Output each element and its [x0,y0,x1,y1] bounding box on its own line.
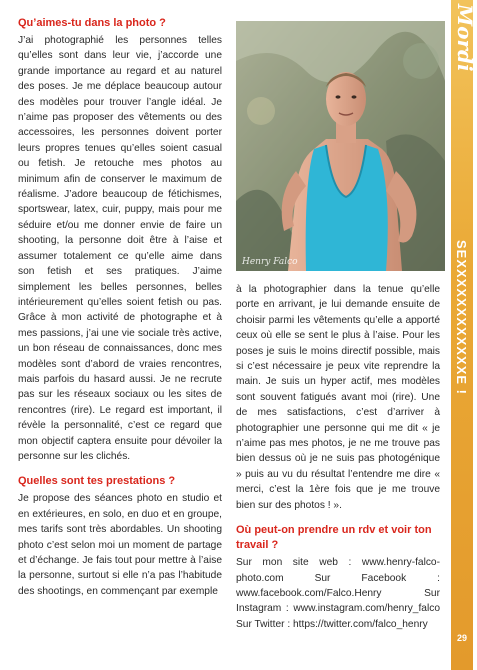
brand-text: Mordi [453,4,477,72]
answer-paragraph-contact: Sur mon site web : www.henry-falco-photo.com Sur Facebook : www.facebook.com/Falco.Henry Sur Instagram : www.instagram.com/henry_falco Sur Twitter : https://twitter.com/falco_henry [236,557,440,630]
section-label-text: SEXXXXXXXXXXXXE ! [454,240,469,396]
section-label [452,240,472,470]
question-heading-contact: Où peut-on prendre un rdv et voir ton travail ? [236,524,432,552]
answer-paragraph-continued: à la photographier dans la tenue qu’elle porte en arrivant, je lui demande ensuite de choisir parmi les vêtements qu’elle a apporté ceux où elle se sent le plus à l’aise. Pour les poses je suis le moins directif possible, mais si c’est nécessaire je peux vite reprendre la main. Je suis un hyper actif, mes modèles sont souvent fatigués avant moi (rire). Une de mes satisfactions, c’est d’arriver à photographier une personne qui me dit « je n’aime pas mes photos, je ne me trouve pas bien dessus où je ne suis pas photogénique » puis au vu du résultat l’entendre me dire « merci, c’est la 1ère fois que je me trouve bien sur des photos ! ». [236,284,440,511]
photo-credit-signature: Henry Falco [242,257,298,267]
answer-paragraph-photo: J’ai photographié les personnes telles qu’elles sont dans leur vie, j’accorde une grande importance au regard et au naturel des poses. Je me déplace beaucoup autour des modèles pour trouver l’angle idéal. Je n’aime pas proposer des vêtements ou des accessoires, les personnes doivent porter leurs propres tenues qu’elles soient casual ou fetish. Je retouche mes photos au minimum afin de conserver le maximum de réalisme. J’adore beaucoup de fétichismes, sportswear, latex, cuir, puppy, mais pour me séduire et/ou me donner envie de faire un shooting, la personne doit être à l’aise et assumer totalement ce qu’elle aime dans son fetish et ses pratiques. J’aime simplement les belles personnes, belles intérieurement qu’elles soient fetish ou pas. Grâce à mon activité de photographe et à mes passions, j’ai une vie sociale très active, un bon réseau de connaissances, donc mes modèles sont d’abord de vraies rencontres, mais parfois du hasard aussi. Je ne recrute pas sur les réseaux sociaux ou les sites de rencontres (rire). Le regard est important, il révèle la personnalité, c’est ce regard que mon objectif captera ensuite pour dévoiler la personne sur les clichés. [18,35,222,462]
answer-paragraph-services: Je propose des séances photo en studio et en extérieures, en solo, en duo et en groupe, mes tarifs sont très abordables. Un shooting photo c’est selon moi un moment de partage et d’échange. Je fais tout pour mettre à l’aise la personne, surtout si elle n’a pas l’habitude des shootings, en commençant par exemple [18,493,222,597]
question-heading-services: Quelles sont tes prestations ? [18,475,176,488]
left-column [18,16,222,599]
portrait-photo [236,21,445,271]
portrait-illustration [236,21,445,271]
page-number: 29 [456,633,467,643]
question-heading-photo: Qu’aimes-tu dans la photo ? [18,17,166,29]
right-column [236,282,440,632]
magazine-brand-logo [450,0,477,100]
